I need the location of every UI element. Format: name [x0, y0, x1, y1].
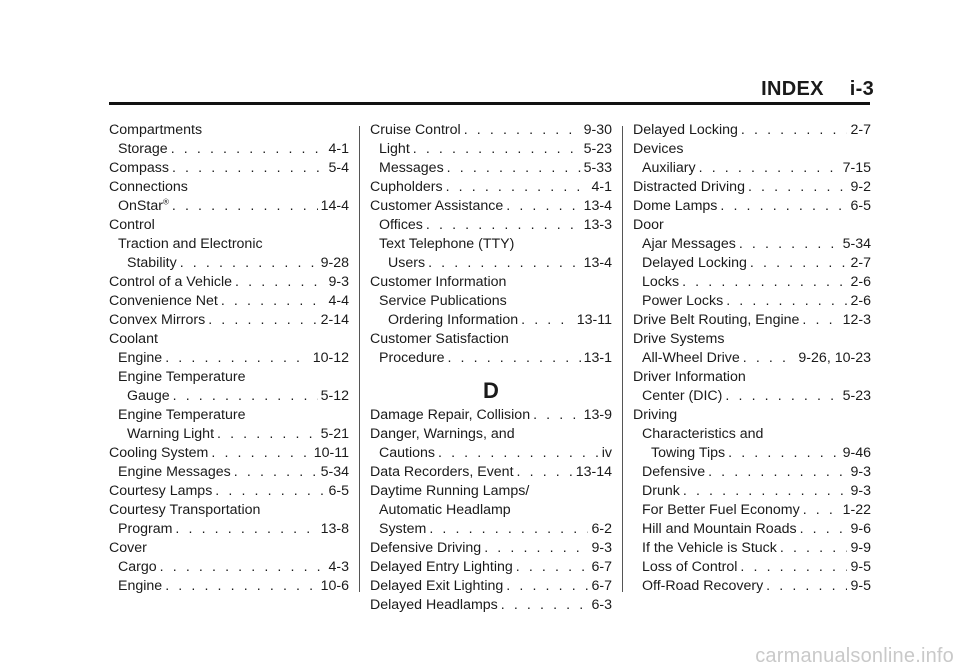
dot-leader — [533, 406, 581, 425]
entry-term: Delayed Locking — [633, 122, 738, 138]
page-ref: 5-34 — [320, 464, 349, 480]
page-ref: 5-23 — [842, 388, 871, 404]
index-entry — [633, 159, 871, 178]
dot-leader — [739, 235, 840, 254]
page-ref: 9-46 — [842, 445, 871, 461]
entry-term: Center (DIC) — [642, 388, 723, 404]
dot-leader — [780, 539, 848, 558]
dot-leader — [165, 577, 317, 596]
page-ref: 9-9 — [850, 540, 871, 556]
page-ref: 2-6 — [850, 293, 871, 309]
entry-term: Off-Road Recovery — [642, 578, 764, 594]
index-entry — [633, 235, 871, 254]
index-subheading: Danger, Warnings, and — [370, 426, 515, 442]
index-entry — [109, 273, 349, 292]
index-entry — [370, 520, 612, 539]
dot-leader — [447, 159, 581, 178]
index-entry — [633, 387, 871, 406]
entry-term: Engine — [118, 578, 163, 594]
index-entry — [370, 311, 612, 330]
index-entry — [109, 577, 349, 596]
index-entry — [109, 558, 349, 577]
dot-leader — [506, 577, 588, 596]
index-entry — [633, 311, 871, 330]
index-entry — [109, 254, 349, 273]
entry-term: Cooling System — [109, 445, 209, 461]
index-entry — [109, 140, 349, 159]
entry-term: Damage Repair, Collision — [370, 407, 531, 423]
index-entry — [370, 406, 612, 425]
index-heading: Connections — [109, 179, 188, 195]
entry-term: Drunk — [642, 483, 680, 499]
page-ref: 13-1 — [583, 350, 612, 366]
page-ref: 9-26, 10-23 — [798, 350, 871, 366]
page-ref: 4-1 — [591, 179, 612, 195]
entry-term: Power Locks — [642, 293, 724, 309]
page-ref: 9-3 — [850, 483, 871, 499]
entry-term: Stability — [127, 255, 177, 271]
dot-leader — [438, 444, 599, 463]
page-ref: 6-7 — [591, 578, 612, 594]
index-subheading: Traction and Electronic — [118, 236, 263, 252]
index-entry — [370, 178, 612, 197]
section-letter: D — [483, 378, 499, 403]
index-entry — [370, 140, 612, 159]
dot-leader — [180, 254, 318, 273]
index-subheading: Automatic Headlamp — [379, 502, 511, 518]
index-heading: Door — [633, 217, 664, 233]
page-ref: 9-28 — [320, 255, 349, 271]
dot-leader — [165, 349, 310, 368]
index-entry — [109, 197, 349, 216]
index-heading: Control — [109, 217, 155, 233]
page-ref: 9-30 — [583, 122, 612, 138]
page-ref: 13-11 — [576, 312, 612, 328]
column-divider — [359, 126, 360, 592]
page-ref: 9-3 — [591, 540, 612, 556]
index-entry — [633, 463, 871, 482]
index-heading: Coolant — [109, 331, 158, 347]
index-subheading: Text Telephone (TTY) — [379, 236, 515, 252]
entry-term: Auxiliary — [642, 160, 696, 176]
page-ref: 7-15 — [842, 160, 871, 176]
entry-term: Ajar Messages — [642, 236, 736, 252]
index-entry — [370, 558, 612, 577]
index-entry — [633, 520, 871, 539]
index-entry — [109, 292, 349, 311]
page-number: i-3 — [849, 78, 874, 100]
dot-leader — [172, 159, 326, 178]
index-entry — [633, 482, 871, 501]
dot-leader — [726, 292, 847, 311]
dot-leader — [803, 501, 840, 520]
dot-leader — [682, 273, 847, 292]
page-ref: 6-5 — [850, 198, 871, 214]
index-column-2 — [370, 121, 612, 615]
dot-leader — [428, 254, 581, 273]
index-entry — [370, 463, 612, 482]
page-ref: 6-5 — [328, 483, 349, 499]
dot-leader — [217, 425, 318, 444]
entry-term: Delayed Entry Lighting — [370, 559, 513, 575]
page-ref: 2-14 — [320, 312, 349, 328]
entry-term: Engine — [118, 350, 163, 366]
index-heading: Driver Information — [633, 369, 746, 385]
entry-term: Cautions — [379, 445, 435, 461]
page-ref: 13-4 — [583, 255, 612, 271]
entry-term: Offices — [379, 217, 423, 233]
page-ref: 6-7 — [591, 559, 612, 575]
dot-leader — [750, 254, 848, 273]
index-entry — [370, 577, 612, 596]
page-ref: 13-14 — [575, 464, 612, 480]
index-subheading: Engine Temperature — [118, 407, 246, 423]
page-ref: 13-9 — [583, 407, 612, 423]
page-ref: 13-4 — [583, 198, 612, 214]
page-ref: 10-6 — [320, 578, 349, 594]
dot-leader — [743, 349, 796, 368]
entry-term: Locks — [642, 274, 680, 290]
dot-leader — [728, 444, 839, 463]
entry-term: Cruise Control — [370, 122, 461, 138]
entry-term: Delayed Locking — [642, 255, 747, 271]
entry-term: Gauge — [127, 388, 170, 404]
index-entry — [370, 254, 612, 273]
entry-term: Courtesy Lamps — [109, 483, 213, 499]
index-subheading: Daytime Running Lamps/ — [370, 483, 530, 499]
dot-leader — [172, 197, 318, 216]
page-ref: 2-7 — [850, 255, 871, 271]
page-ref: 5-12 — [320, 388, 349, 404]
index-entry — [370, 216, 612, 235]
index-entry — [633, 577, 871, 596]
dot-leader — [725, 387, 839, 406]
page-ref: 10-11 — [313, 445, 349, 461]
index-entry — [109, 349, 349, 368]
page-ref: 5-33 — [583, 160, 612, 176]
index-entry — [633, 273, 871, 292]
index-heading: Drive Systems — [633, 331, 725, 347]
entry-term: Delayed Exit Lighting — [370, 578, 504, 594]
entry-term: Engine Messages — [118, 464, 231, 480]
dot-leader — [708, 463, 847, 482]
index-entry — [109, 520, 349, 539]
header-rule — [109, 102, 870, 105]
dot-leader — [413, 140, 581, 159]
entry-term: Compass — [109, 160, 169, 176]
index-column-1 — [109, 121, 349, 596]
dot-leader — [446, 178, 589, 197]
entry-term: Towing Tips — [651, 445, 726, 461]
index-entry — [109, 387, 349, 406]
dot-leader — [521, 311, 574, 330]
dot-leader — [175, 520, 317, 539]
dot-leader — [517, 463, 573, 482]
entry-term: Program — [118, 521, 173, 537]
page-header — [761, 78, 874, 101]
index-heading: Cover — [109, 540, 147, 556]
index-entry — [370, 444, 612, 463]
page-ref: 13-3 — [583, 217, 612, 233]
dot-leader — [429, 520, 588, 539]
page-ref: 9-3 — [850, 464, 871, 480]
dot-leader — [720, 197, 847, 216]
entry-term: Hill and Mountain Roads — [642, 521, 797, 537]
page-ref: 4-1 — [328, 141, 349, 157]
page-ref: 13-8 — [320, 521, 349, 537]
entry-term: Loss of Control — [642, 559, 738, 575]
entry-term: For Better Fuel Economy — [642, 502, 800, 518]
index-heading: Customer Satisfaction — [370, 331, 509, 347]
entry-term: All-Wheel Drive — [642, 350, 740, 366]
page-ref: 6-2 — [591, 521, 612, 537]
entry-term: Defensive — [642, 464, 706, 480]
index-entry — [633, 178, 871, 197]
index-entry — [109, 463, 349, 482]
page-ref: 2-6 — [850, 274, 871, 290]
entry-term: Messages — [379, 160, 444, 176]
entry-term: Storage — [118, 141, 168, 157]
page-ref: 9-5 — [850, 578, 871, 594]
entry-term: Defensive Driving — [370, 540, 482, 556]
dot-leader — [501, 596, 589, 615]
dot-leader — [160, 558, 326, 577]
index-entry — [109, 311, 349, 330]
dot-leader — [234, 463, 318, 482]
column-divider — [622, 126, 623, 592]
index-entry — [370, 596, 612, 615]
page-ref: 9-6 — [850, 521, 871, 537]
dot-leader — [447, 349, 580, 368]
page-ref: 5-21 — [320, 426, 349, 442]
dot-leader — [215, 482, 325, 501]
index-entry — [633, 121, 871, 140]
page-ref: iv — [601, 445, 612, 461]
page-ref: 14-4 — [320, 198, 349, 214]
dot-leader — [802, 311, 839, 330]
index-entry — [633, 444, 871, 463]
entry-term: Cargo — [118, 559, 157, 575]
dot-leader — [211, 444, 310, 463]
page-ref: 4-4 — [328, 293, 349, 309]
entry-term: Delayed Headlamps — [370, 597, 498, 613]
dot-leader — [171, 140, 326, 159]
index-entry — [633, 254, 871, 273]
watermark: carmanualsonline.info — [755, 645, 954, 667]
entry-term: Convex Mirrors — [109, 312, 206, 328]
entry-term: Convenience Net — [109, 293, 218, 309]
entry-term: Distracted Driving — [633, 179, 745, 195]
index-entry — [370, 197, 612, 216]
index-entry — [370, 159, 612, 178]
index-subheading: Engine Temperature — [118, 369, 246, 385]
entry-term: Control of a Vehicle — [109, 274, 233, 290]
index-subheading: Characteristics and — [642, 426, 764, 442]
entry-term: Customer Assistance — [370, 198, 504, 214]
section-title: INDEX — [761, 78, 824, 100]
index-entry — [109, 444, 349, 463]
index-heading: Driving — [633, 407, 678, 423]
entry-term: Cupholders — [370, 179, 443, 195]
index-heading: Customer Information — [370, 274, 507, 290]
dot-leader — [221, 292, 326, 311]
entry-term: System — [379, 521, 427, 537]
entry-term: Data Recorders, Event — [370, 464, 514, 480]
index-heading: Devices — [633, 141, 684, 157]
index-entry — [109, 482, 349, 501]
page-ref: 12-3 — [842, 312, 871, 328]
dot-leader — [506, 197, 580, 216]
page-ref: 9-5 — [850, 559, 871, 575]
index-column-3 — [633, 121, 871, 596]
entry-term: Dome Lamps — [633, 198, 718, 214]
dot-leader — [235, 273, 325, 292]
page-ref: 4-3 — [328, 559, 349, 575]
dot-leader — [484, 539, 588, 558]
index-entry — [633, 292, 871, 311]
dot-leader — [766, 577, 847, 596]
page-ref: 5-4 — [328, 160, 349, 176]
registered-mark: ® — [162, 197, 169, 207]
dot-leader — [173, 387, 318, 406]
dot-leader — [699, 159, 840, 178]
entry-term: OnStar® — [118, 197, 169, 214]
entry-term: Drive Belt Routing, Engine — [633, 312, 800, 328]
dot-leader — [426, 216, 581, 235]
index-entry — [633, 197, 871, 216]
entry-term: Users — [388, 255, 426, 271]
entry-term: Procedure — [379, 350, 445, 366]
index-entry — [109, 159, 349, 178]
entry-term: Ordering Information — [388, 312, 519, 328]
index-entry — [633, 558, 871, 577]
index-entry — [633, 501, 871, 520]
dot-leader — [464, 121, 581, 140]
index-entry — [633, 539, 871, 558]
dot-leader — [740, 558, 847, 577]
page-ref: 1-22 — [842, 502, 871, 518]
index-entry — [370, 349, 612, 368]
index-subheading: Service Publications — [379, 293, 507, 309]
page-ref: 2-7 — [850, 122, 871, 138]
page-ref: 6-3 — [591, 597, 612, 613]
page-ref: 5-23 — [583, 141, 612, 157]
index-entry — [109, 425, 349, 444]
entry-term: If the Vehicle is Stuck — [642, 540, 777, 556]
index-entry — [370, 121, 612, 140]
page-ref: 9-2 — [850, 179, 871, 195]
entry-term: Warning Light — [127, 426, 215, 442]
page-ref: 10-12 — [312, 350, 349, 366]
page-ref: 5-34 — [842, 236, 871, 252]
dot-leader — [208, 311, 317, 330]
index-heading: Compartments — [109, 122, 203, 138]
dot-leader — [516, 558, 589, 577]
dot-leader — [683, 482, 848, 501]
index-subheading: Courtesy Transportation — [109, 502, 261, 518]
index-entry — [370, 539, 612, 558]
entry-term: Light — [379, 141, 410, 157]
index-entry — [633, 349, 871, 368]
page-ref: 9-3 — [328, 274, 349, 290]
dot-leader — [748, 178, 848, 197]
dot-leader — [741, 121, 848, 140]
dot-leader — [800, 520, 848, 539]
